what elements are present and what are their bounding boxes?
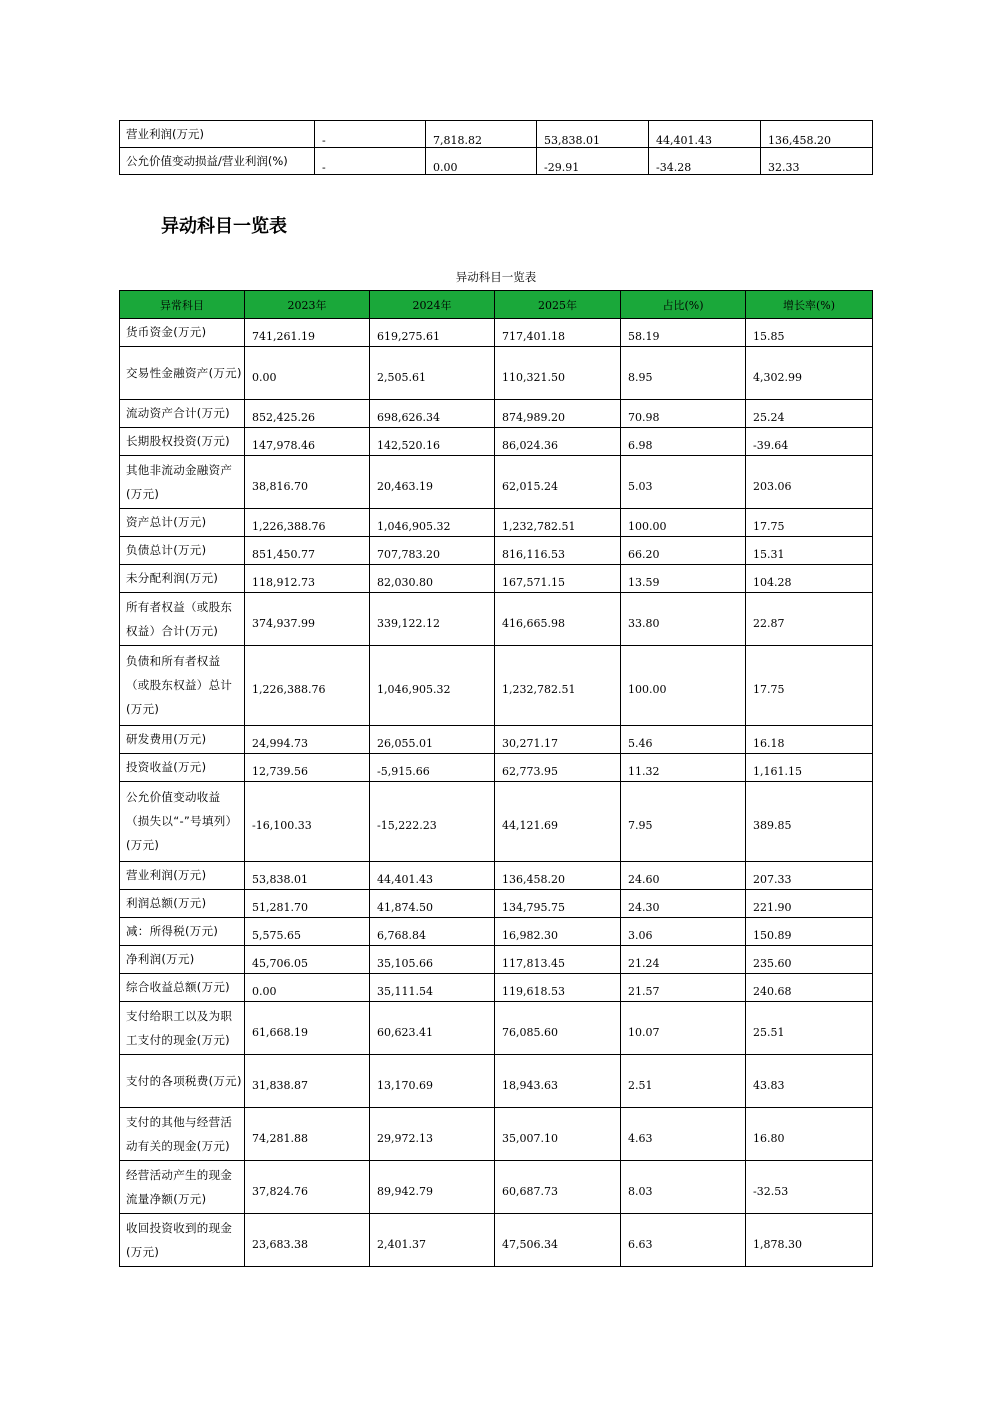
value-cell: 13,170.69	[370, 1055, 495, 1108]
value-cell: 100.00	[621, 509, 746, 537]
value-cell: 5.46	[621, 726, 746, 754]
table-row	[120, 782, 873, 862]
summary-row	[120, 148, 873, 175]
value-cell: 35,111.54	[370, 974, 495, 1002]
row-label: 货币资金(万元)	[120, 319, 245, 347]
value-cell: 203.06	[746, 456, 873, 509]
value-cell: 35,007.10	[495, 1108, 621, 1161]
table-row	[120, 1161, 873, 1214]
value-cell: 25.24	[746, 400, 873, 428]
value-cell: 17.75	[746, 646, 873, 726]
value-cell: 852,425.26	[245, 400, 370, 428]
table-row	[120, 347, 873, 400]
row-label: 投资收益(万元)	[120, 754, 245, 782]
value-cell: 21.57	[621, 974, 746, 1002]
value-cell: 2.51	[621, 1055, 746, 1108]
table-row	[120, 537, 873, 565]
row-label: 支付的各项税费(万元)	[120, 1055, 245, 1108]
value-cell: 16.80	[746, 1108, 873, 1161]
row-label: 综合收益总额(万元)	[120, 974, 245, 1002]
value-cell: 5.03	[621, 456, 746, 509]
header-growth: 增长率(%)	[746, 291, 873, 319]
value-cell: -16,100.33	[245, 782, 370, 862]
row-label: 负债总计(万元)	[120, 537, 245, 565]
value-cell: 60,687.73	[495, 1161, 621, 1214]
value-cell: 235.60	[746, 946, 873, 974]
table-row	[120, 1214, 873, 1267]
value-cell: 51,281.70	[245, 890, 370, 918]
value-cell: 20,463.19	[370, 456, 495, 509]
row-label: 利润总额(万元)	[120, 890, 245, 918]
value-cell: 416,665.98	[495, 593, 621, 646]
summary-row-label: 公允价值变动损益/营业利润(%)	[120, 148, 315, 175]
value-cell: 45,706.05	[245, 946, 370, 974]
value-cell: 37,824.76	[245, 1161, 370, 1214]
value-cell: 3.06	[621, 918, 746, 946]
value-cell: 1,878.30	[746, 1214, 873, 1267]
value-cell: 1,232,782.51	[495, 509, 621, 537]
value-cell: 110,321.50	[495, 347, 621, 400]
value-cell: 134,795.75	[495, 890, 621, 918]
value-cell: 6,768.84	[370, 918, 495, 946]
value-cell: 74,281.88	[245, 1108, 370, 1161]
row-label: 减：所得税(万元)	[120, 918, 245, 946]
section-heading: 异动科目一览表	[161, 216, 287, 237]
value-cell: -15,222.23	[370, 782, 495, 862]
value-cell: 698,626.34	[370, 400, 495, 428]
table-row	[120, 428, 873, 456]
value-cell: 6.98	[621, 428, 746, 456]
row-label: 支付的其他与经营活动有关的现金(万元)	[120, 1108, 245, 1161]
value-cell: 41,874.50	[370, 890, 495, 918]
value-cell: 10.07	[621, 1002, 746, 1055]
row-label: 交易性金融资产(万元)	[120, 347, 245, 400]
value-cell: 2,401.37	[370, 1214, 495, 1267]
value-cell: 11.32	[621, 754, 746, 782]
value-cell: 47,506.34	[495, 1214, 621, 1267]
row-label: 公允价值变动收益（损失以“-”号填列）(万元)	[120, 782, 245, 862]
value-cell: 86,024.36	[495, 428, 621, 456]
table-row	[120, 890, 873, 918]
row-label: 经营活动产生的现金流量净额(万元)	[120, 1161, 245, 1214]
value-cell: 4.63	[621, 1108, 746, 1161]
value-cell: 43.83	[746, 1055, 873, 1108]
value-cell: 66.20	[621, 537, 746, 565]
table-row	[120, 400, 873, 428]
value-cell: 24.30	[621, 890, 746, 918]
value-cell: 874,989.20	[495, 400, 621, 428]
value-cell: 374,937.99	[245, 593, 370, 646]
table-row	[120, 1108, 873, 1161]
row-label: 其他非流动金融资产(万元)	[120, 456, 245, 509]
table-row	[120, 646, 873, 726]
table-row	[120, 565, 873, 593]
value-cell: 30,271.17	[495, 726, 621, 754]
value-cell: 4,302.99	[746, 347, 873, 400]
table-row	[120, 946, 873, 974]
summary-cell: 7,818.82	[426, 121, 537, 148]
table-row	[120, 593, 873, 646]
summary-row	[120, 121, 873, 148]
value-cell: 339,122.12	[370, 593, 495, 646]
value-cell: 150.89	[746, 918, 873, 946]
value-cell: 31,838.87	[245, 1055, 370, 1108]
value-cell: -32.53	[746, 1161, 873, 1214]
summary-table-body	[120, 121, 873, 175]
value-cell: 82,030.80	[370, 565, 495, 593]
summary-table	[119, 120, 873, 175]
table-row	[120, 974, 873, 1002]
value-cell: 15.31	[746, 537, 873, 565]
row-label: 流动资产合计(万元)	[120, 400, 245, 428]
row-label: 未分配利润(万元)	[120, 565, 245, 593]
value-cell: 136,458.20	[495, 862, 621, 890]
header-2025: 2025年	[495, 291, 621, 319]
value-cell: 1,226,388.76	[245, 509, 370, 537]
value-cell: 60,623.41	[370, 1002, 495, 1055]
abnormal-items-table-body	[120, 319, 873, 1267]
header-2023: 2023年	[245, 291, 370, 319]
value-cell: 619,275.61	[370, 319, 495, 347]
table-row	[120, 918, 873, 946]
table-row	[120, 509, 873, 537]
table-row	[120, 726, 873, 754]
value-cell: 221.90	[746, 890, 873, 918]
value-cell: 0.00	[245, 974, 370, 1002]
value-cell: 58.19	[621, 319, 746, 347]
summary-cell: -29.91	[537, 148, 649, 175]
value-cell: 5,575.65	[245, 918, 370, 946]
value-cell: 7.95	[621, 782, 746, 862]
abnormal-items-table	[119, 290, 873, 1267]
value-cell: 2,505.61	[370, 347, 495, 400]
value-cell: 35,105.66	[370, 946, 495, 974]
value-cell: 104.28	[746, 565, 873, 593]
row-label: 负债和所有者权益（或股东权益）总计(万元)	[120, 646, 245, 726]
summary-cell: 53,838.01	[537, 121, 649, 148]
value-cell: 25.51	[746, 1002, 873, 1055]
value-cell: 8.95	[621, 347, 746, 400]
value-cell: 62,015.24	[495, 456, 621, 509]
table-row	[120, 1002, 873, 1055]
table-row	[120, 456, 873, 509]
value-cell: 53,838.01	[245, 862, 370, 890]
summary-row-label: 营业利润(万元)	[120, 121, 315, 148]
table-row	[120, 862, 873, 890]
summary-cell: 32.33	[761, 148, 873, 175]
table-row	[120, 1055, 873, 1108]
value-cell: 16.18	[746, 726, 873, 754]
value-cell: 118,912.73	[245, 565, 370, 593]
row-label: 资产总计(万元)	[120, 509, 245, 537]
value-cell: 26,055.01	[370, 726, 495, 754]
row-label: 研发费用(万元)	[120, 726, 245, 754]
value-cell: 1,046,905.32	[370, 646, 495, 726]
row-label: 营业利润(万元)	[120, 862, 245, 890]
value-cell: 17.75	[746, 509, 873, 537]
table-row	[120, 319, 873, 347]
value-cell: 207.33	[746, 862, 873, 890]
value-cell: 147,978.46	[245, 428, 370, 456]
value-cell: 1,161.15	[746, 754, 873, 782]
value-cell: 117,813.45	[495, 946, 621, 974]
value-cell: 38,816.70	[245, 456, 370, 509]
value-cell: 29,972.13	[370, 1108, 495, 1161]
value-cell: 6.63	[621, 1214, 746, 1267]
value-cell: 142,520.16	[370, 428, 495, 456]
row-label: 所有者权益（或股东权益）合计(万元)	[120, 593, 245, 646]
row-label: 长期股权投资(万元)	[120, 428, 245, 456]
value-cell: 15.85	[746, 319, 873, 347]
value-cell: 62,773.95	[495, 754, 621, 782]
row-label: 支付给职工以及为职工支付的现金(万元)	[120, 1002, 245, 1055]
value-cell: 76,085.60	[495, 1002, 621, 1055]
table-caption: 异动科目一览表	[455, 270, 537, 284]
summary-cell: 0.00	[426, 148, 537, 175]
value-cell: 389.85	[746, 782, 873, 862]
value-cell: 70.98	[621, 400, 746, 428]
summary-cell: -	[315, 121, 426, 148]
value-cell: 61,668.19	[245, 1002, 370, 1055]
value-cell: 1,226,388.76	[245, 646, 370, 726]
value-cell: 44,121.69	[495, 782, 621, 862]
summary-cell: -	[315, 148, 426, 175]
value-cell: 717,401.18	[495, 319, 621, 347]
value-cell: 1,232,782.51	[495, 646, 621, 726]
value-cell: 0.00	[245, 347, 370, 400]
header-share: 占比(%)	[621, 291, 746, 319]
value-cell: -5,915.66	[370, 754, 495, 782]
value-cell: 23,683.38	[245, 1214, 370, 1267]
value-cell: 8.03	[621, 1161, 746, 1214]
value-cell: 21.24	[621, 946, 746, 974]
table-header-row	[120, 291, 873, 319]
value-cell: 24,994.73	[245, 726, 370, 754]
value-cell: 33.80	[621, 593, 746, 646]
summary-cell: 44,401.43	[649, 121, 761, 148]
summary-cell: -34.28	[649, 148, 761, 175]
row-label: 收回投资收到的现金(万元)	[120, 1214, 245, 1267]
value-cell: 24.60	[621, 862, 746, 890]
value-cell: 18,943.63	[495, 1055, 621, 1108]
value-cell: 16,982.30	[495, 918, 621, 946]
value-cell: 22.87	[746, 593, 873, 646]
row-label: 净利润(万元)	[120, 946, 245, 974]
value-cell: 816,116.53	[495, 537, 621, 565]
summary-cell: 136,458.20	[761, 121, 873, 148]
value-cell: 167,571.15	[495, 565, 621, 593]
value-cell: 1,046,905.32	[370, 509, 495, 537]
header-2024: 2024年	[370, 291, 495, 319]
value-cell: 119,618.53	[495, 974, 621, 1002]
value-cell: 851,450.77	[245, 537, 370, 565]
value-cell: 240.68	[746, 974, 873, 1002]
value-cell: 44,401.43	[370, 862, 495, 890]
value-cell: 12,739.56	[245, 754, 370, 782]
value-cell: 741,261.19	[245, 319, 370, 347]
value-cell: -39.64	[746, 428, 873, 456]
value-cell: 89,942.79	[370, 1161, 495, 1214]
table-row	[120, 754, 873, 782]
value-cell: 100.00	[621, 646, 746, 726]
value-cell: 13.59	[621, 565, 746, 593]
header-item: 异常科目	[120, 291, 245, 319]
value-cell: 707,783.20	[370, 537, 495, 565]
